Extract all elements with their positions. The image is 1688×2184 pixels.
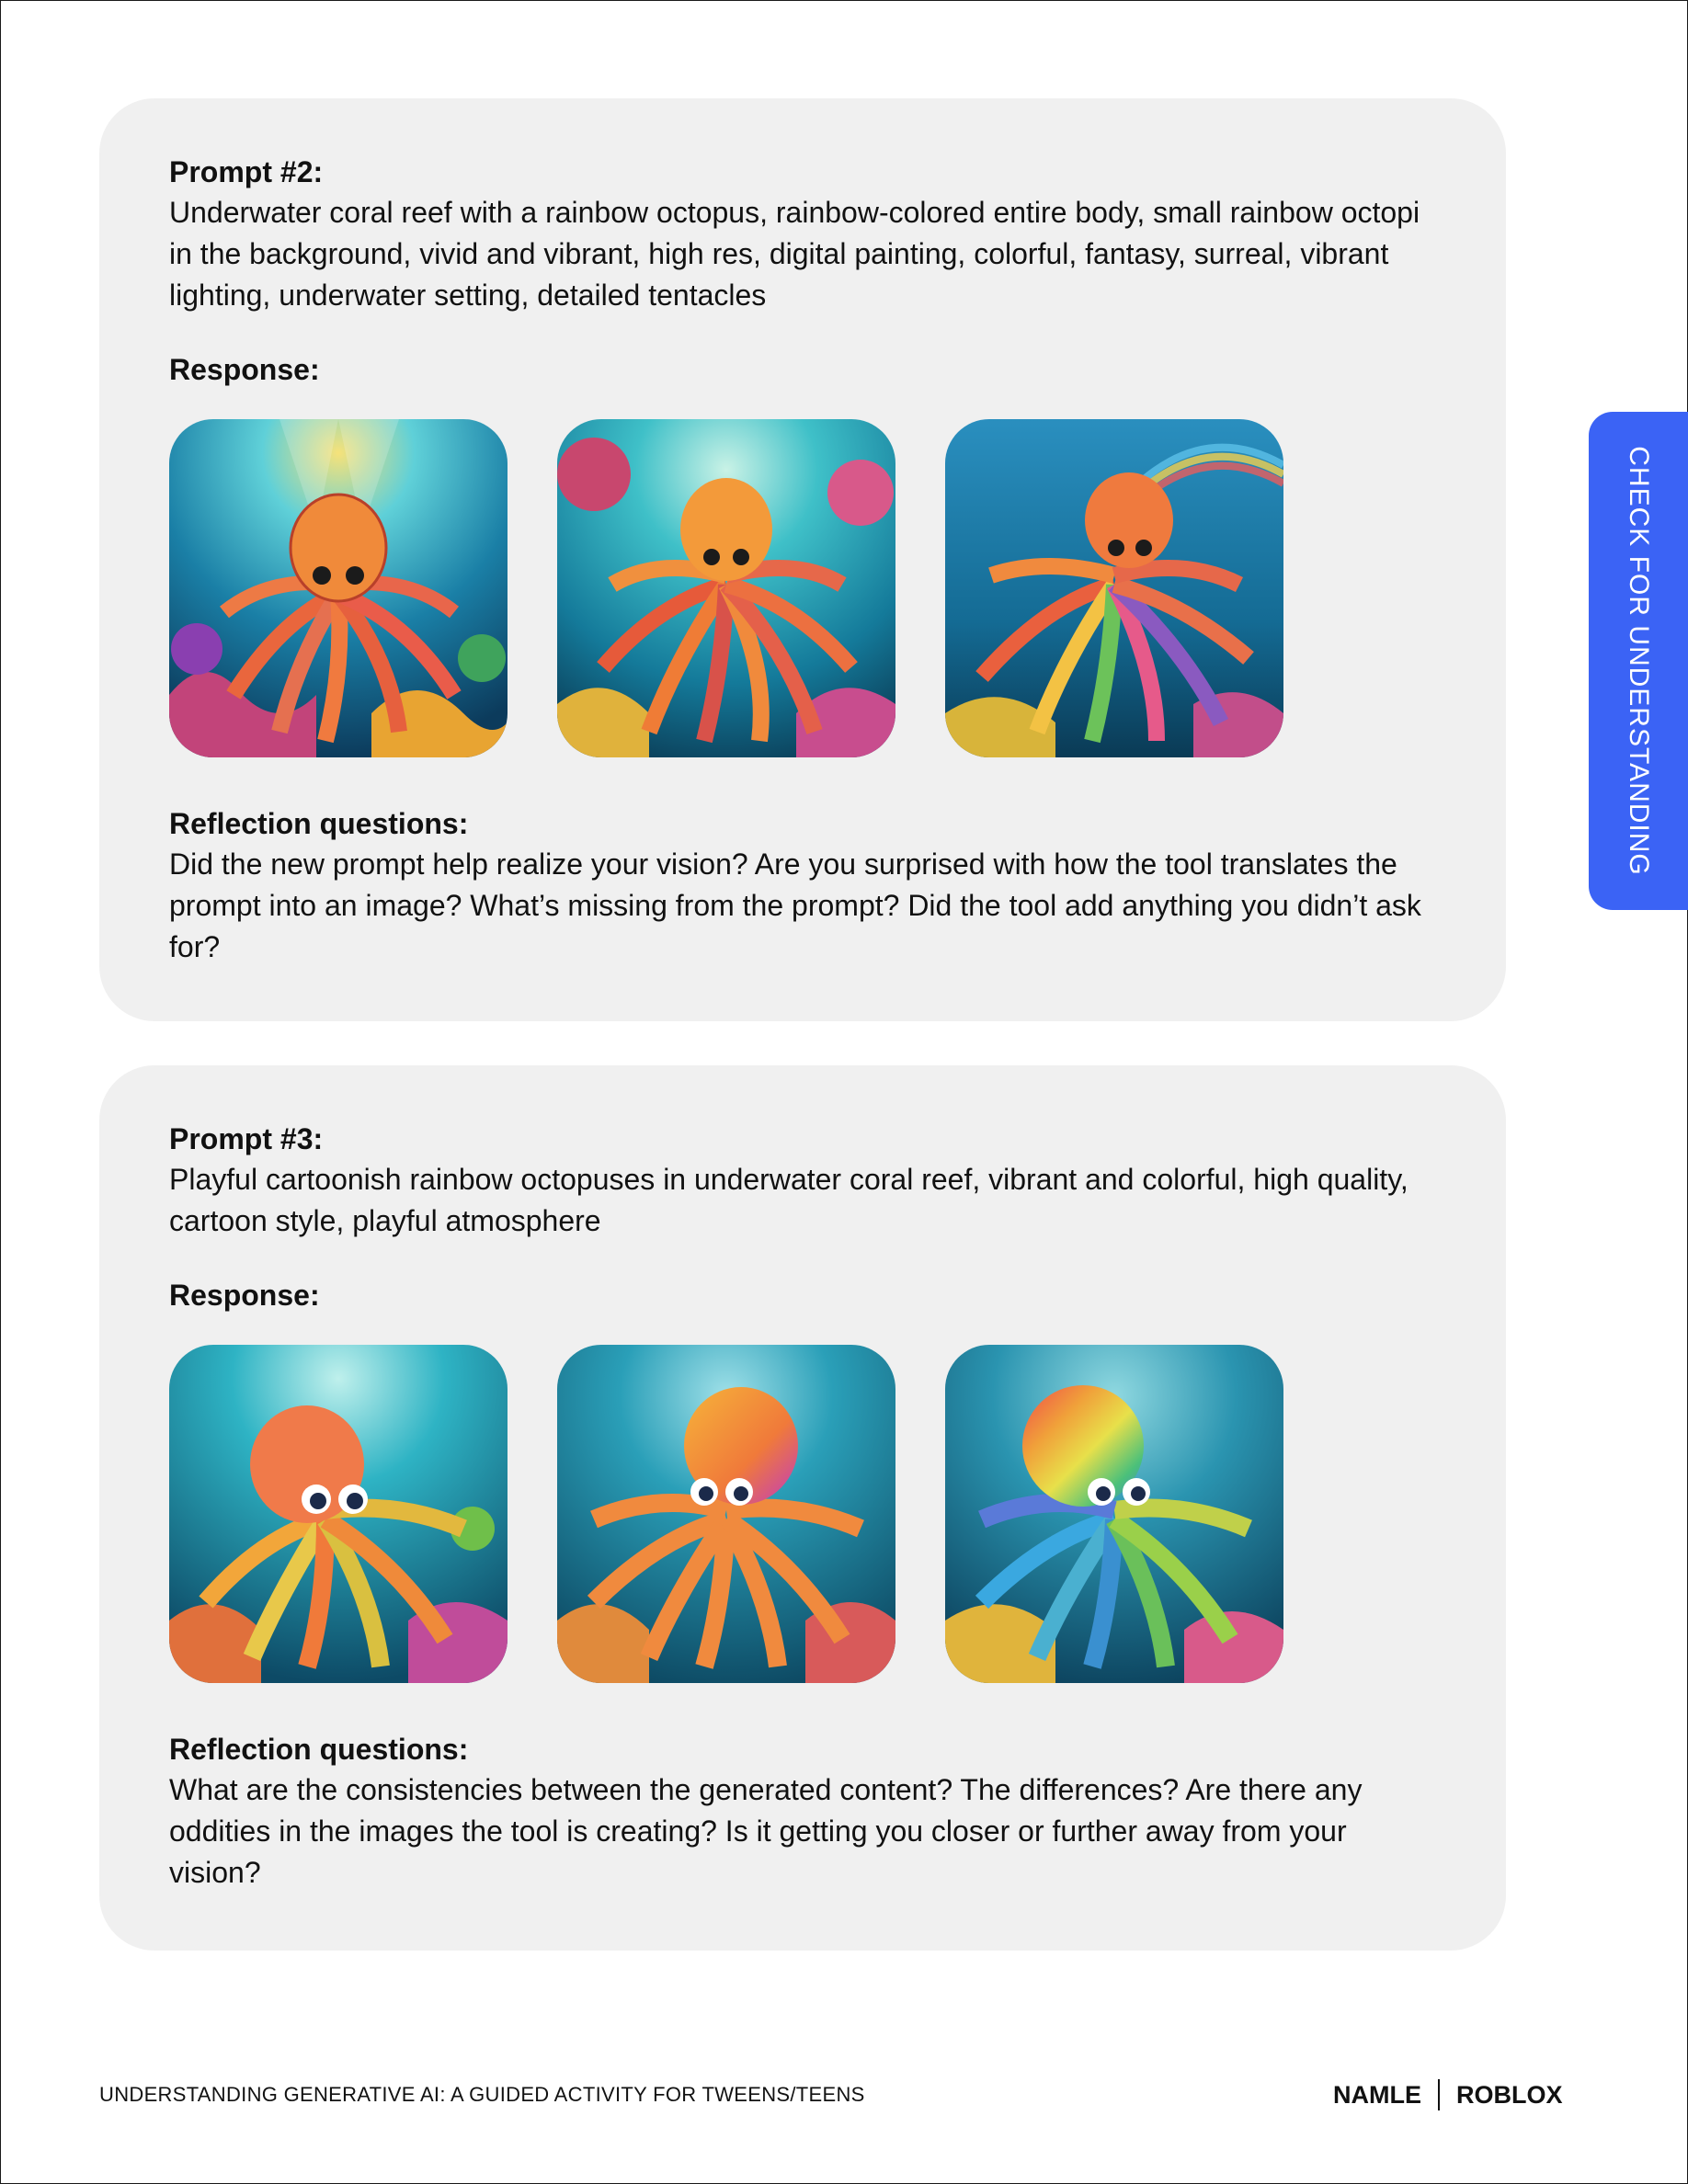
response-label: Response: — [169, 353, 320, 386]
namle-logo: NAMLE — [1333, 2080, 1421, 2109]
check-for-understanding-tab — [1589, 412, 1688, 910]
reflection-text: What are the consistencies between the generated content? The differences? Are there any oddities in the images the tool is creating? Is it getting you closer or further away from your vision? — [169, 1773, 1363, 1889]
prompt-label: Prompt #3: — [169, 1122, 324, 1155]
response-images — [169, 419, 1436, 757]
octopus-image-6 — [945, 1345, 1283, 1683]
prompt-label: Prompt #2: — [169, 155, 324, 188]
octopus-image-2 — [557, 419, 895, 757]
prompt-text: Playful cartoonish rainbow octopuses in underwater coral reef, vibrant and colorful, high quality, cartoon style, playful atmosphere — [169, 1163, 1409, 1237]
octopus-image-1 — [169, 419, 508, 757]
footer-title: UNDERSTANDING GENERATIVE AI: A GUIDED ACTIVITY FOR TWEENS/TEENS — [99, 2083, 865, 2106]
roblox-logo: ROBLOX — [1456, 2080, 1563, 2109]
octopus-image-5 — [557, 1345, 895, 1683]
prompt-3-card — [99, 1065, 1506, 1951]
octopus-image-4 — [169, 1345, 508, 1683]
response-images — [169, 1345, 1436, 1683]
reflection-label: Reflection questions: — [169, 1733, 469, 1766]
prompt-text: Underwater coral reef with a rainbow octopus, rainbow-colored entire body, small rainbow octopi in the background, vivid and vibrant, high res, digital painting, colorful, fantasy, surreal, vibrant lighting, underwater setting, detailed tentacles — [169, 196, 1420, 312]
logo-divider — [1438, 2079, 1440, 2110]
prompt-2-card — [99, 98, 1506, 1021]
reflection-text: Did the new prompt help realize your vision? Are you surprised with how the tool translates the prompt into an image? What’s missing from the prompt? Did the tool add anything you didn’t ask for? — [169, 847, 1421, 963]
side-tab-label: CHECK FOR UNDERSTANDING — [1624, 446, 1654, 876]
reflection-label: Reflection questions: — [169, 807, 469, 840]
footer-logos — [1333, 2079, 1563, 2110]
response-label: Response: — [169, 1279, 320, 1312]
octopus-image-3 — [945, 419, 1283, 757]
